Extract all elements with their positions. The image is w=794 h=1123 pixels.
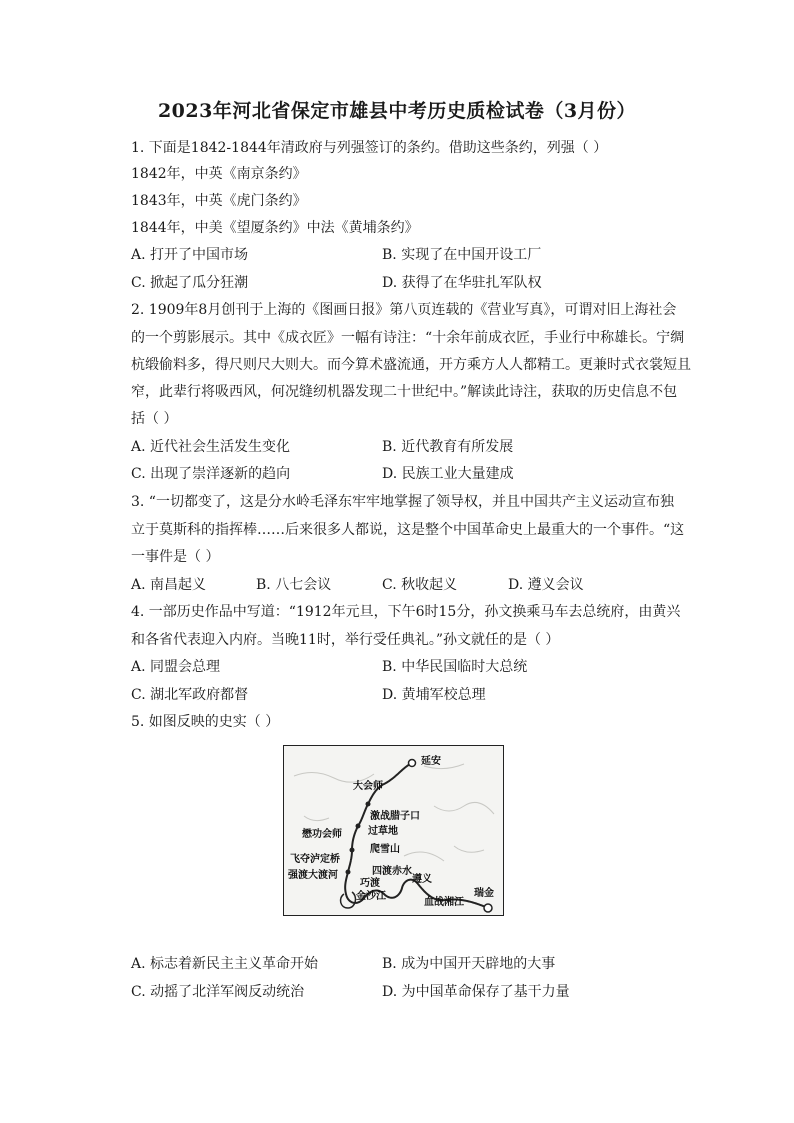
q2-option-a[interactable]: A. 近代社会生活发生变化 [131, 439, 291, 455]
map-label-dadu: 强渡大渡河 [288, 870, 338, 881]
q3-option-b[interactable]: B. 八七会议 [256, 577, 332, 593]
q1-option-c[interactable]: C. 掀起了瓜分狂潮 [131, 275, 249, 291]
q4-option-b[interactable]: B. 中华民国临时大总统 [382, 659, 528, 675]
q4-option-d[interactable]: D. 黄埔军校总理 [382, 687, 486, 703]
map-label-xueshan: 爬雪山 [370, 844, 400, 855]
q3-option-d[interactable]: D. 遵义会议 [508, 577, 584, 593]
q5-option-c[interactable]: C. 动摇了北洋军阀反动统治 [131, 984, 305, 1000]
q5-option-a[interactable]: A. 标志着新民主主义革命开始 [131, 956, 319, 972]
q1-material-line: 1843年，中英《虎门条约》 [131, 193, 307, 209]
q2-stem-line: 2. 1909年8月创刊于上海的《图画日报》第八页连载的《营业写真》，可谓对旧上海社会 [131, 302, 677, 318]
map-label-jinsha: 金沙江 [356, 891, 386, 902]
q2-stem-line: 窄，此辈行将吸西风，何况缝纫机器发现二十世纪中。”解读此诗注，获取的历史信息不包 [131, 384, 678, 400]
q1-option-a[interactable]: A. 打开了中国市场 [131, 247, 249, 263]
q2-option-c[interactable]: C. 出现了崇洋逐新的趋向 [131, 466, 291, 482]
q3-stem-line: 3. “一切都变了，这是分水岭毛泽东牢牢地掌握了领导权，并且中国共产主义运动宣布独 [131, 494, 674, 510]
map-label-ruijin: 瑞金 [474, 888, 494, 899]
q3-option-a[interactable]: A. 南昌起义 [131, 577, 207, 593]
q1-material-line: 1844年，中美《望厦条约》中法《黄埔条约》 [131, 220, 419, 236]
q1-option-b[interactable]: B. 实现了在中国开设工厂 [382, 247, 542, 263]
q5-stem: 5. 如图反映的史实（ ） [131, 714, 280, 730]
q2-stem-line: 的一个剪影展示。其中《成衣匠》一幅有诗注：“十余年前成衣匠，手业行中称雄长。宁绸 [131, 330, 685, 346]
q3-stem-line: 一事件是（ ） [131, 549, 220, 565]
q5-option-d[interactable]: D. 为中国革命保存了基干力量 [382, 984, 570, 1000]
q2-option-b[interactable]: B. 近代教育有所发展 [382, 439, 514, 455]
q3-option-c[interactable]: C. 秋收起义 [382, 577, 458, 593]
map-label-yanan: 延安 [421, 756, 441, 767]
exam-title: 2023年河北省保定市雄县中考历史质检试卷（3月份） [157, 100, 637, 122]
q2-stem-line: 括（ ） [131, 411, 178, 427]
q5-option-b[interactable]: B. 成为中国开天辟地的大事 [382, 956, 556, 972]
q1-material-line: 1842年，中英《南京条约》 [131, 166, 307, 182]
q2-option-d[interactable]: D. 民族工业大量建成 [382, 466, 514, 482]
q3-stem-line: 立于莫斯科的指挥棒……后来很多人都说，这是整个中国革命史上最重大的一个事件。“这 [131, 522, 685, 538]
q4-option-a[interactable]: A. 同盟会总理 [131, 659, 221, 675]
map-label-caodi: 过草地 [368, 826, 398, 837]
map-label-luding: 飞夺泸定桥 [290, 854, 340, 865]
map-label-qiaodu: 巧渡 [360, 878, 380, 889]
map-label-chishui: 四渡赤水 [372, 866, 412, 877]
map-label-zunyi: 遵义 [412, 874, 432, 885]
q1-stem: 1. 下面是1842-1844年清政府与列强签订的条约。借助这些条约，列强（ ） [131, 140, 608, 156]
q1-option-d[interactable]: D. 获得了在华驻扎军队权 [382, 275, 542, 291]
map-label-dahuishi: 大会师 [353, 781, 383, 792]
map-label-maogong: 懋功会师 [302, 829, 342, 840]
q4-stem-line: 4. 一部历史作品中写道：“1912年元旦，下午6时15分，孙文换乘马车去总统府，由黄兴 [131, 604, 681, 620]
q4-option-c[interactable]: C. 湖北军政府都督 [131, 687, 249, 703]
map-label-xiangjiang: 血战湘江 [424, 897, 464, 908]
q4-stem-line: 和各省代表迎入内府。当晚11时，举行受任典礼。”孙文就任的是（ ） [131, 632, 560, 648]
map-label-lazikou: 激战腊子口 [370, 811, 420, 822]
long-march-route-map [283, 745, 504, 916]
q2-stem-line: 杭缎偷料多，得尺则尺大则大。而今算术盛流通，开方乘方人人都精工。更兼时式衣裳短且 [131, 357, 691, 373]
